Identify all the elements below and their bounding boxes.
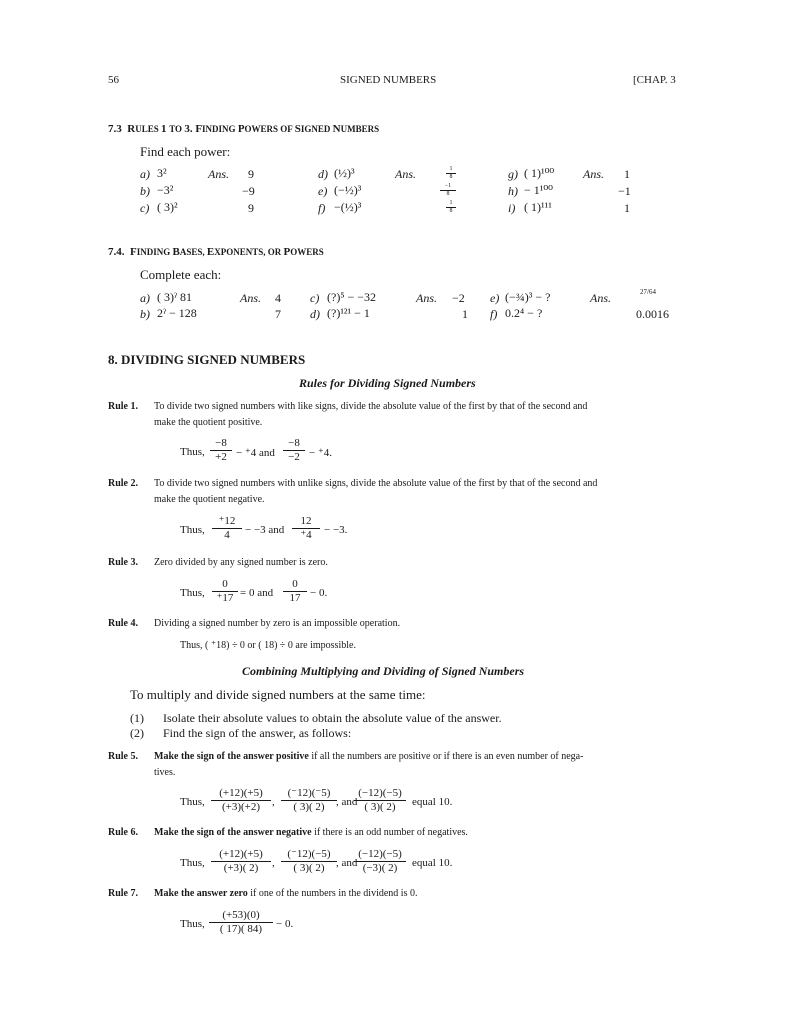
rule-5-label: Rule 5. [108,751,138,762]
rule-2-label: Rule 2. [108,478,138,489]
problem-label: i) [508,201,516,215]
rule-5-text-cont: tives. [154,767,176,778]
answer-value: 4 [275,291,281,305]
section-number: 7.4. [108,246,125,258]
rule-1-label: Rule 1. [108,401,138,412]
problem-label: a) [140,167,150,181]
problem-expression: 2ˀ − 128 [157,306,197,320]
section-7-4-heading: 7.4. FINDING BASES, EXPONENTS, OR POWERS [108,246,324,258]
equals-text: equal 10. [412,796,453,808]
step-number: (1) [130,711,144,725]
equals-text: − 0. [310,587,328,599]
rule-2-text-cont: make the quotient negative. [154,494,265,505]
problem-expression: (?)⁵ − −32 [327,290,377,304]
fraction: $\frac{(+12)(+5)}{(+3)( 2)}$ [211,848,271,875]
thus-label: Thus, [180,857,205,869]
problem-label: f) [318,201,326,215]
problem-expression: 0.2⁴ − ? [505,306,543,320]
section-7-4-intro: Complete each: [140,267,222,282]
equals-text: − ⁺4. [309,447,333,459]
fraction: $\frac{(^-12)(-5)}{( 3)( 2)}$ [281,848,337,875]
problem-expression: (−½)³ [334,183,362,197]
page-number: 56 [108,74,119,86]
equals-text: − ⁺4 and [236,447,275,459]
and-text: , and [336,796,358,808]
problem-expression: −(½)³ [334,200,362,214]
problem-label: c) [310,291,320,305]
answer-label: Ans. [240,291,261,305]
section-7-3-intro: Find each power: [140,144,231,159]
answer-value: 1 [462,307,468,321]
answer-label: Ans. [583,167,604,181]
fraction: $\frac{0}{17}$ [283,578,307,605]
rule-1-text: To divide two signed numbers with like signs, divide the absolute value of the first by that of the second and [154,401,588,412]
problem-label: d) [318,167,328,181]
answer-label: Ans. [590,291,611,305]
answer-fraction: 1 8 [446,166,456,181]
problem-label: b) [140,184,150,198]
fraction: $\frac{12}{^+4}$ [292,515,320,542]
answer-value: 1 [624,167,630,181]
thus-label: Thus, [180,918,205,930]
answer-value: −1 [618,184,631,198]
answer-fraction: 1 8 [446,200,456,215]
problem-expression: (?)¹²¹ − 1 [327,306,370,320]
thus-label: Thus, [180,446,205,458]
fraction: $\frac{0}{^+17}$ [212,578,238,605]
fraction: $\frac{(+12)(+5)}{(+3)(+2)}$ [211,787,271,814]
step-number: (2) [130,726,144,740]
problem-expression: (−¾)³ − ? [505,290,551,304]
problem-label: g) [508,167,518,181]
rule-4-label: Rule 4. [108,618,138,629]
fraction: $\frac{(-12)(-5)}{(-3)( 2)}$ [354,848,406,875]
fraction: $\frac{-8}{-2}$ [283,437,305,464]
answer-label: Ans. [416,291,437,305]
answer-value: 7 [275,307,281,321]
problem-label: h) [508,184,518,198]
fraction: $\frac{(+53)(0)}{( 17)( 84)}$ [209,909,273,936]
problem-label: f) [490,307,498,321]
problem-expression: −3² [157,183,174,197]
answer-value: 9 [248,167,254,181]
problem-expression: ( 3)² [157,200,178,214]
combine-title: Combining Multiplying and Dividing of Signed Numbers [242,664,525,678]
rule-1-text-cont: make the quotient positive. [154,417,263,428]
chapter-label: [CHAP. 3 [633,74,676,86]
equals-text: − 0. [276,918,294,930]
thus-label: Thus, [180,587,205,599]
answer-value: 1 [624,201,630,215]
rule-3-label: Rule 3. [108,557,138,568]
problem-label: a) [140,291,150,305]
equals-text: − −3 and [245,524,285,536]
rule-6-text: Make the sign of the answer negative if there is an odd number of negatives. [154,827,468,838]
step-text: Find the sign of the answer, as follows: [163,726,352,740]
section-8-heading: 8. DIVIDING SIGNED NUMBERS [108,352,306,367]
equals-text: − −3. [324,524,348,536]
fraction: $\frac{(^-12)(^-5)}{( 3)( 2)}$ [281,787,337,814]
thus-label: Thus, [180,796,205,808]
problem-label: c) [140,201,150,215]
equals-text: equal 10. [412,857,453,869]
problem-expression: ( 1)¹¹¹ [524,200,552,214]
rule-5-text: Make the sign of the answer positive if all the numbers are positive or if there is an even number of nega- [154,751,584,762]
fraction: $\frac{^+12}{4}$ [212,515,242,542]
section-7-3-heading: 7.3 RULES 1 TO 3. FINDING POWERS OF SIGNED NUMBERS [108,123,380,135]
problem-label: e) [318,184,328,198]
problem-label: d) [310,307,320,321]
step-text: Isolate their absolute values to obtain the absolute value of the answer. [163,711,502,725]
problem-expression: ( 3)ˀ 81 [157,290,192,304]
comma: , [272,857,275,869]
running-title: SIGNED NUMBERS [340,74,437,86]
problem-expression: 3² [157,166,167,180]
problem-expression: ( 1)¹⁰⁰ [524,166,555,180]
answer-label: Ans. [395,167,416,181]
rule-7-label: Rule 7. [108,888,138,899]
fraction: $\frac{-8}{+2}$ [210,437,232,464]
rule-4-text: Dividing a signed number by zero is an impossible operation. [154,618,401,629]
problem-label: b) [140,307,150,321]
problem-expression: (½)³ [334,166,355,180]
problem-expression: − 1¹⁰⁰ [524,183,553,197]
answer-label: Ans. [208,167,229,181]
fraction: $\frac{(-12)(-5)}{( 3)( 2)}$ [354,787,406,814]
rule-7-text: Make the answer zero if one of the numbers in the dividend is 0. [154,888,418,899]
combine-intro: To multiply and divide signed numbers at the same time: [130,687,426,702]
rule-4-example: Thus, ( ⁺18) ÷ 0 or ( 18) ÷ 0 are impossible. [180,640,356,651]
rule-6-label: Rule 6. [108,827,138,838]
equals-text: = 0 and [240,587,274,599]
answer-value: 0.0016 [636,307,669,321]
answer-value: −2 [452,291,465,305]
answer-value: −9 [242,184,255,198]
and-text: , and [336,857,358,869]
rules-title: Rules for Dividing Signed Numbers [299,376,476,390]
answer-value: 27/64 [640,288,656,296]
answer-fraction: −1 8 [440,183,456,198]
problem-label: e) [490,291,500,305]
answer-value: 9 [248,201,254,215]
thus-label: Thus, [180,524,205,536]
comma: , [272,796,275,808]
rule-2-text: To divide two signed numbers with unlike signs, divide the absolute value of the first by that of the second and [154,478,598,489]
rule-3-text: Zero divided by any signed number is zero. [154,557,328,568]
section-number: 7.3 [108,123,122,135]
